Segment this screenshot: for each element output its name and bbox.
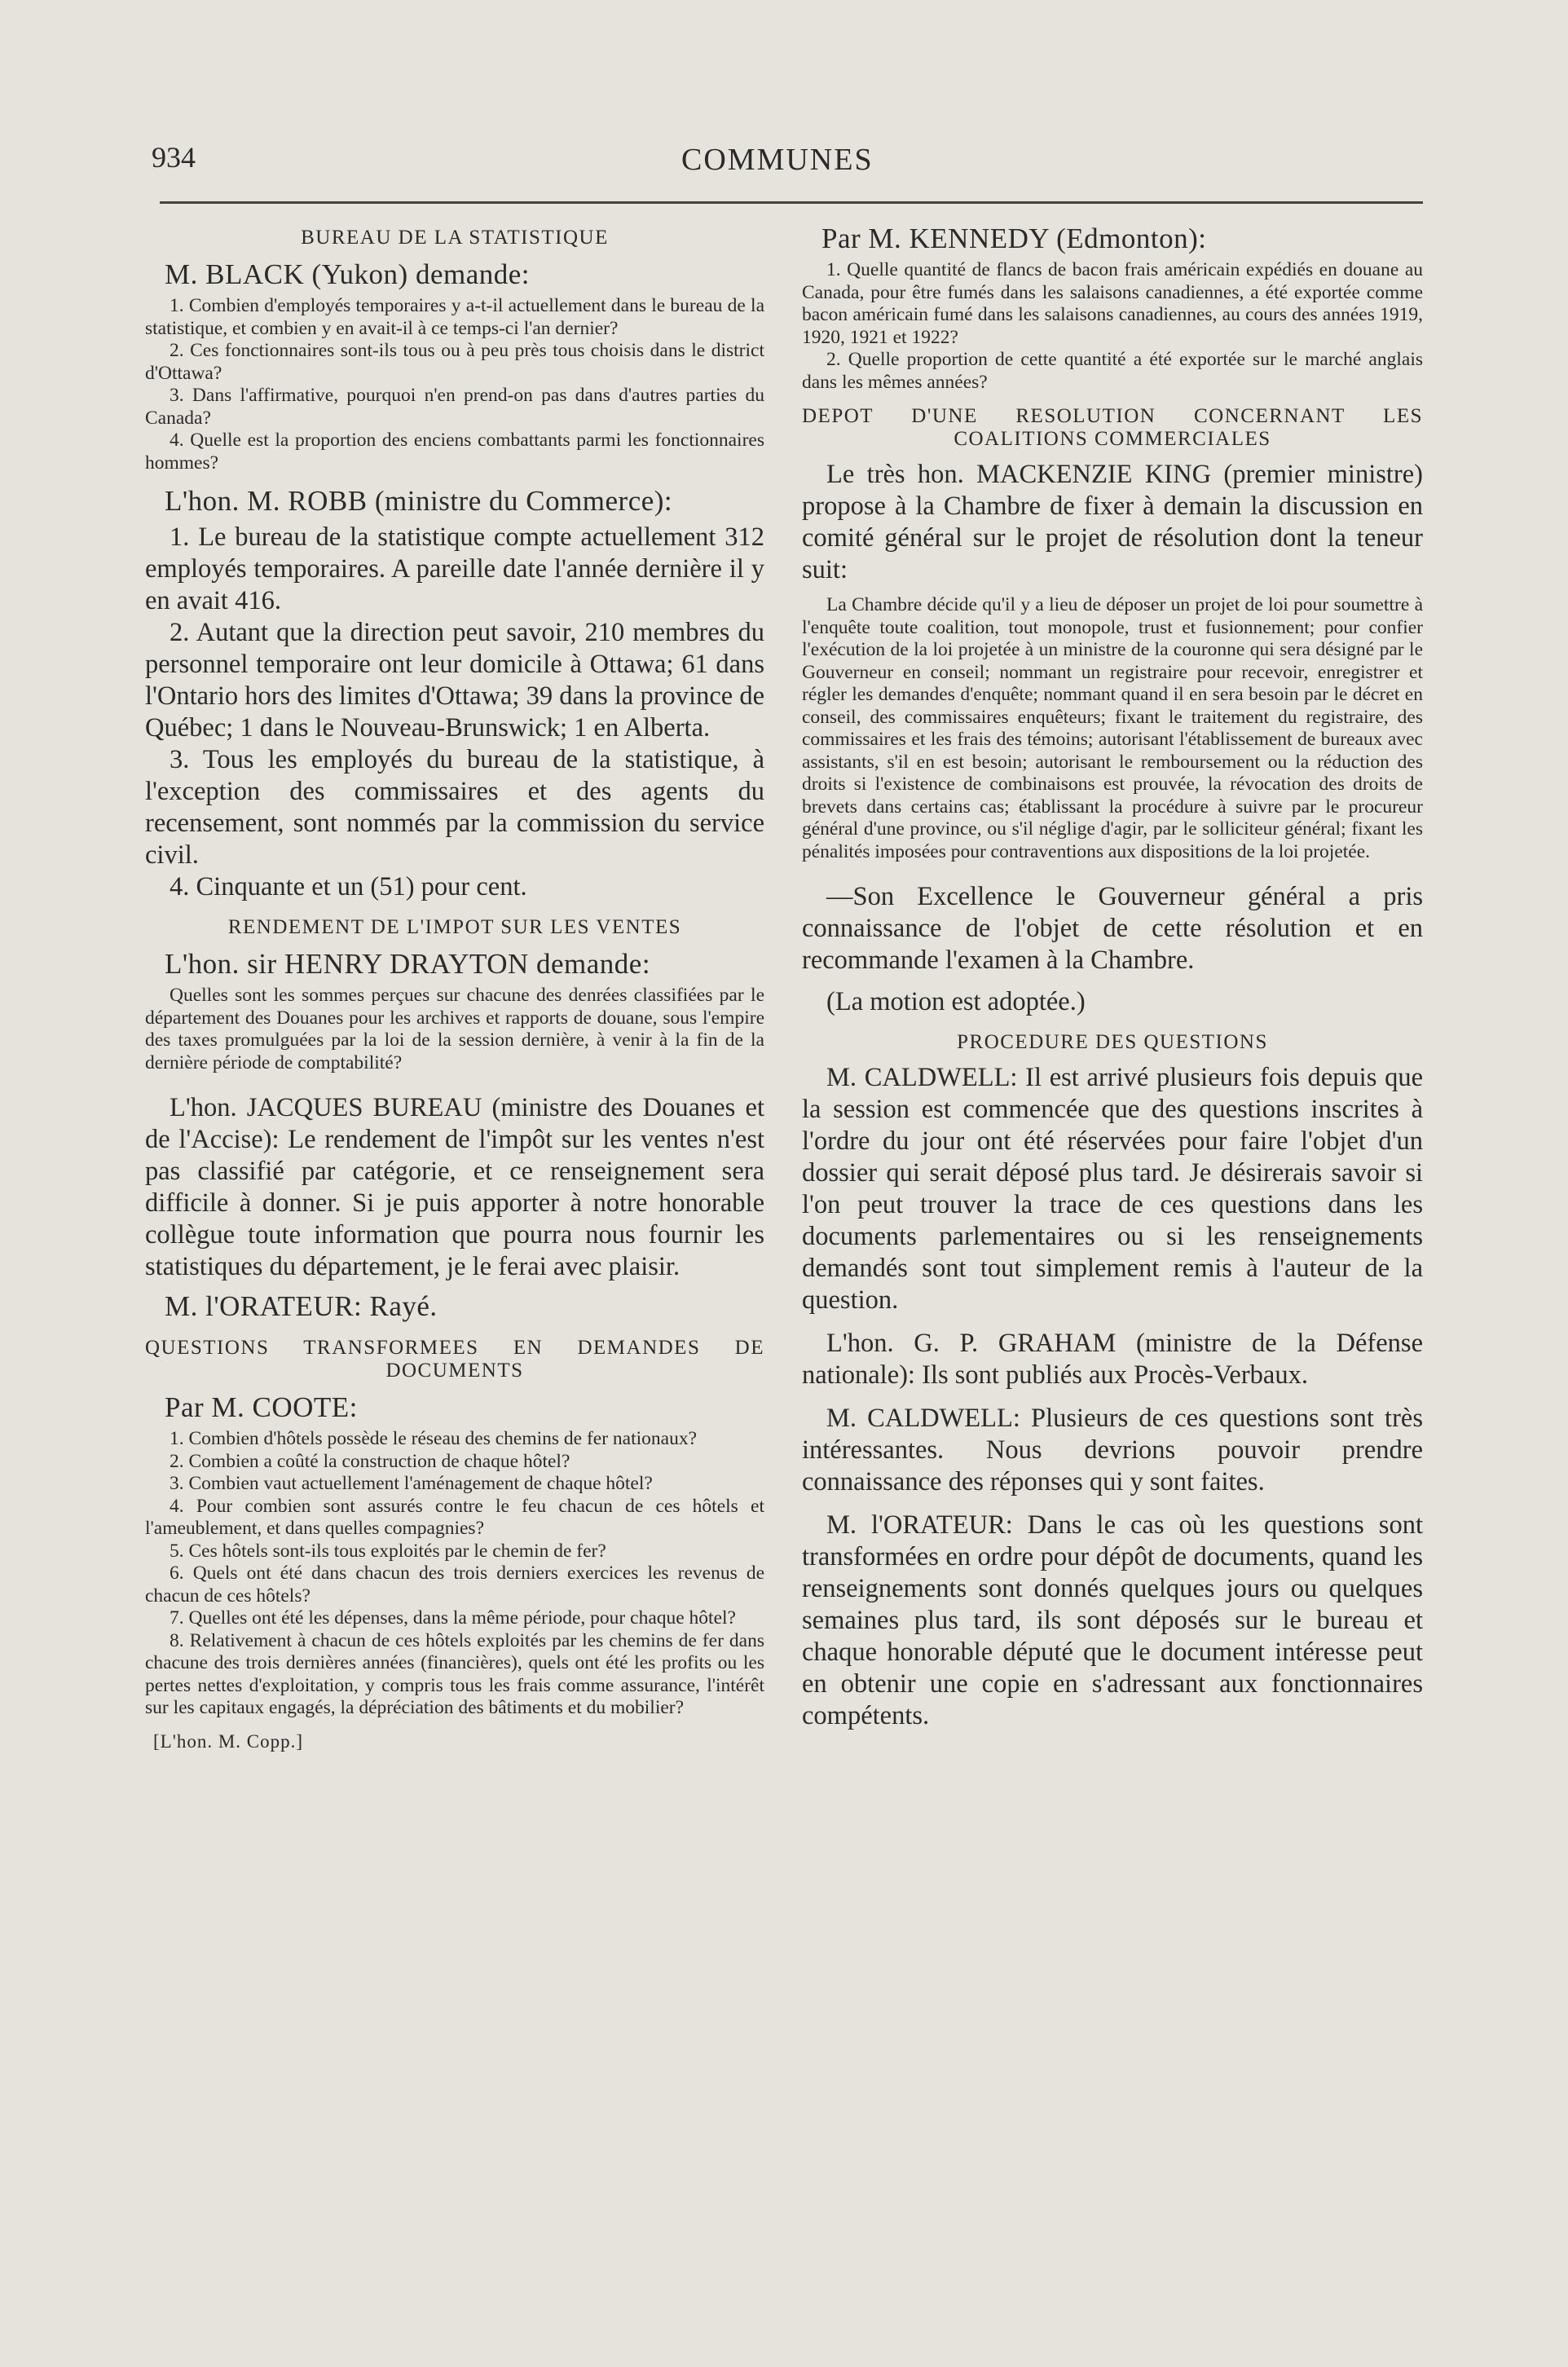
- speaker-drayton: L'hon. sir HENRY DRAYTON demande:: [165, 948, 651, 980]
- running-head: COMMUNES: [681, 143, 874, 177]
- question-paragraph: 8. Relativement à chacun de ces hôtels exploités par les chemins de fer dans chacune des trois dernières années (financières), quels ont été les profits ou les pertes nettes d'exploitation, y compris tous les frais comme assurance, l'intérêt sur les capitaux engagés, la dépréciation des bâtiments et du mobilier?: [145, 1629, 764, 1718]
- question-paragraph: 6. Quels ont été dans chacun des trois derniers exercices les revenus de chacun de ces hôtels?: [145, 1563, 764, 1607]
- speaker-orateur: M. l'ORATEUR: Rayé.: [165, 1290, 438, 1322]
- governor-paragraph: —Son Excellence le Gouverneur général a pris connaissance de l'objet de cette résolution et en recommande l'examen à la Chambre.: [802, 882, 1423, 975]
- question-paragraph: 5. Ces hôtels sont-ils tous exploités par le chemin de fer?: [170, 1540, 606, 1562]
- right-column: [802, 220, 1423, 1732]
- question-paragraph: 2. Combien a coûté la construction de chaque hôtel?: [170, 1450, 570, 1472]
- orateur-paragraph: M. l'ORATEUR: Dans le cas où les questions sont transformées en ordre pour dépôt de documents, quand les renseignements sont donnés quelques jours ou quelques semaines plus tard, ils sont déposés sur le bureau et chaque honorable député que le document intéresse peut en obtenir une copie en s'adressant aux fonctionnaires compétents.: [802, 1510, 1423, 1730]
- question-paragraph: 1. Quelle quantité de flancs de bacon frais américain expédiés en douane au Canada, pour être fumés dans les salaisons canadiennes, a été exportée comme bacon américain fumé dans les salaisons canadiennes, au cours des années 1919, 1920, 1921 et 1922?: [802, 259, 1423, 348]
- question-paragraph: 3. Combien vaut actuellement l'aménagement de chaque hôtel?: [170, 1473, 653, 1494]
- section-heading-impot: RENDEMENT DE L'IMPOT SUR LES VENTES: [227, 916, 682, 938]
- question-paragraph: 4. Pour combien sont assurés contre le feu chacun de ces hôtels et l'ameublement, et dans quelles compagnies?: [145, 1495, 764, 1539]
- caldwell-paragraph-2: M. CALDWELL: Plusieurs de ces questions sont très intéressantes. Nous devrions pouvoir prendre connaissance des réponses qui y sont faites.: [802, 1404, 1423, 1496]
- section-heading-procedure: PROCEDURE DES QUESTIONS: [957, 1031, 1268, 1053]
- page-number: 934: [152, 141, 196, 174]
- answer-paragraph: 4. Cinquante et un (51) pour cent.: [170, 872, 527, 901]
- question-paragraph: 1. Combien d'hôtels possède le réseau des chemins de fer nationaux?: [170, 1428, 698, 1449]
- answer-paragraph: L'hon. JACQUES BUREAU (ministre des Douanes et de l'Accise): Le rendement de l'impôt sur les ventes n'est pas classifié par catégorie, et ce renseignement sera difficile à donner. Si je puis apporter à notre honorable collègue toute information que pourra nous fournir les statistiques du département, je le ferai avec plaisir.: [145, 1093, 764, 1281]
- footer-speaker-note: [L'hon. M. Copp.]: [153, 1730, 304, 1752]
- answer-paragraph: 3. Tous les employés du bureau de la statistique, à l'exception des commissaires et des agents du recensement, sont nommés par la commission du service civil.: [145, 745, 764, 870]
- question-paragraph: 4. Quelle est la proportion des enciens combattants parmi les fonctionnaires hommes?: [145, 430, 764, 474]
- section-heading-depot-resolution: DEPOT D'UNE RESOLUTION CONCERNANT LES COALITIONS COMMERCIALES: [802, 405, 1423, 450]
- question-paragraph: 7. Quelles ont été les dépenses, dans la même période, pour chaque hôtel?: [170, 1607, 736, 1629]
- caldwell-paragraph: M. CALDWELL: Il est arrivé plusieurs fois depuis que la session est commencée que des questions inscrites à l'ordre du jour ont été réservées pour faire l'objet d'un dossier qui serait déposé plus tard. Je désirerais savoir si l'on peut trouver la trace de ces questions dans les documents parlementaires ou si les renseignements demandés sont tout simplement remis à l'auteur de la question.: [802, 1063, 1423, 1315]
- left-column: [145, 220, 764, 1752]
- resolution-text: La Chambre décide qu'il y a lieu de déposer un projet de loi pour soumettre à l'enquête toute coalition, tout monopole, trust et fusionnement; pour confier l'exécution de la loi projetée à un ministre de la couronne qui sera désigné par le Gouverneur en conseil; nommant un registraire pour recevoir, enregistrer et régler les demandes d'enquête; nommant quand il en sera besoin par le décret en conseil, des commissaires enquêteurs; fixant le traitement du registraire, des commissaires et les frais des témoins; autorisant l'établissement de bureaux avec assistants, s'il en est besoin; autorisant le remboursement ou la réduction des droits si l'existence de combinaisons est prouvée, la révocation des droits de brevets dans certains cas; établissant la procédure à suivre par le procureur général d'une province, ou s'il néglige d'agir, par le solliciteur général; fixant les pénalités imposées pour contraventions aux dispositions de la loi projetée.: [802, 594, 1423, 862]
- section-heading-questions-transformees: QUESTIONS TRANSFORMEES EN DEMANDES DE DOCUMENTS: [145, 1337, 764, 1382]
- answer-paragraph: 1. Le bureau de la statistique compte actuellement 312 employés temporaires. A pareille date l'année dernière il y en avait 416.: [145, 522, 764, 615]
- graham-paragraph: L'hon. G. P. GRAHAM (ministre de la Défense nationale): Ils sont publiés aux Procès-Verbaux.: [802, 1329, 1423, 1390]
- header-rule: [160, 201, 1423, 204]
- question-paragraph: 2. Ces fonctionnaires sont-ils tous ou à peu près tous choisis dans le district d'Ottawa?: [145, 340, 764, 384]
- answer-paragraph: 2. Autant que la direction peut savoir, 210 membres du personnel temporaire ont leur domicile à Ottawa; 61 dans l'Ontario hors des limites d'Ottawa; 39 dans la province de Québec; 1 dans le Nouveau-Brunswick; 1 en Alberta.: [145, 618, 764, 743]
- question-paragraph: 3. Dans l'affirmative, pourquoi n'en prend-on pas dans d'autres parties du Canada?: [145, 385, 764, 429]
- speaker-coote: Par M. COOTE:: [165, 1391, 358, 1423]
- question-paragraph: 1. Combien d'employés temporaires y a-t-il actuellement dans le bureau de la statistique, et combien y en avait-il à ce temps-ci l'an dernier?: [145, 295, 764, 339]
- speaker-kennedy: Par M. KENNEDY (Edmonton):: [821, 223, 1207, 254]
- speaker-robb: L'hon. M. ROBB (ministre du Commerce):: [165, 485, 673, 517]
- motion-adopted: (La motion est adoptée.): [826, 987, 1086, 1016]
- question-paragraph: Quelles sont les sommes perçues sur chacune des denrées classifiées par le département des Douanes pour les archives et rapports de douane, sous l'empire des taxes promulguées par la loi de la session dernière, à venir à la fin de la dernière période de comptabilité?: [145, 985, 764, 1073]
- speaker-black: M. BLACK (Yukon) demande:: [165, 258, 531, 290]
- motion-paragraph: Le très hon. MACKENZIE KING (premier ministre) propose à la Chambre de fixer à demain la discussion en comité général sur le projet de résolution dont la teneur suit:: [802, 460, 1423, 584]
- section-heading-statistique: BUREAU DE LA STATISTIQUE: [301, 227, 609, 249]
- question-paragraph: 2. Quelle proportion de cette quantité a été exportée sur le marché anglais dans les mêmes années?: [802, 349, 1423, 393]
